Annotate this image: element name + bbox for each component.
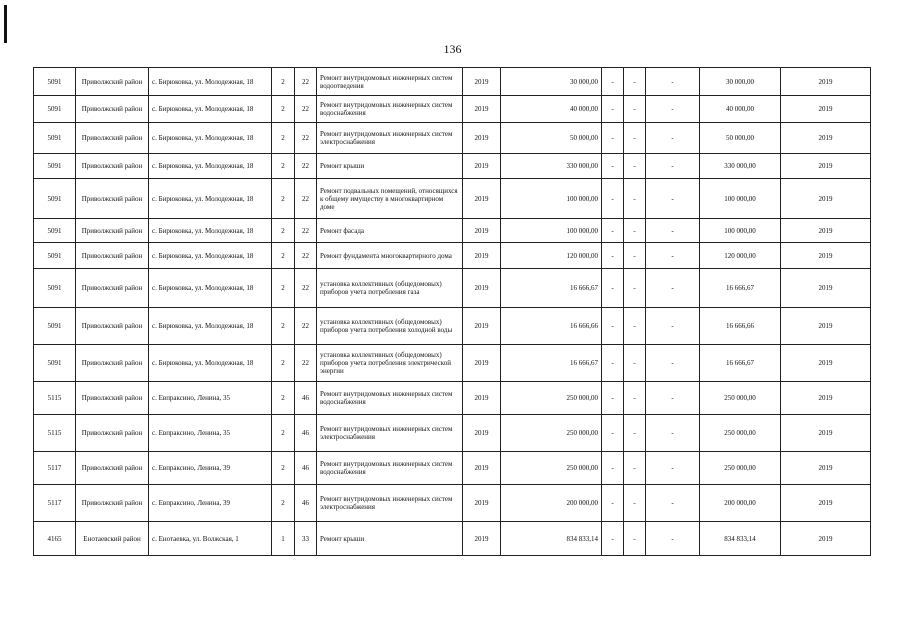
dash-cell: - (646, 123, 700, 154)
dash-cell: - (602, 345, 624, 382)
cost-amount: 120 000,00 (501, 243, 602, 269)
dash-cell: - (602, 68, 624, 96)
dash-cell: - (646, 485, 700, 522)
dash-cell: - (602, 382, 624, 415)
dash-cell: - (624, 179, 646, 219)
work-type: Ремонт внутридомовых инженерных систем водоснабжения (317, 382, 463, 415)
year: 2019 (463, 308, 501, 345)
value-b: 22 (295, 269, 317, 308)
table-row (34, 154, 871, 179)
district-name: Приволжский район (76, 308, 149, 345)
work-type: Ремонт внутридомовых инженерных систем водоотведения (317, 68, 463, 96)
year: 2019 (463, 123, 501, 154)
table-body (34, 68, 871, 556)
scan-edge-mark (4, 5, 7, 43)
dash-cell: - (624, 68, 646, 96)
table-row (34, 485, 871, 522)
table-row (34, 452, 871, 485)
record-code: 5091 (34, 123, 76, 154)
work-type: Ремонт внутридомовых инженерных систем водоснабжения (317, 96, 463, 123)
year: 2019 (463, 96, 501, 123)
total-amount: 250 000,00 (700, 415, 781, 452)
value-b: 33 (295, 522, 317, 556)
completion-year: 2019 (781, 345, 871, 382)
cost-amount: 16 666,67 (501, 269, 602, 308)
dash-cell: - (624, 308, 646, 345)
address: с. Бирюковка, ул. Молодежная, 18 (149, 68, 272, 96)
cost-amount: 16 666,66 (501, 308, 602, 345)
value-a: 2 (272, 415, 295, 452)
district-name: Приволжский район (76, 123, 149, 154)
address: с. Бирюковка, ул. Молодежная, 18 (149, 308, 272, 345)
record-code: 4165 (34, 522, 76, 556)
year: 2019 (463, 154, 501, 179)
completion-year: 2019 (781, 123, 871, 154)
value-a: 2 (272, 219, 295, 243)
dash-cell: - (624, 269, 646, 308)
address: с. Бирюковка, ул. Молодежная, 18 (149, 179, 272, 219)
year: 2019 (463, 68, 501, 96)
district-name: Енотаевский район (76, 522, 149, 556)
cost-amount: 330 000,00 (501, 154, 602, 179)
address: с. Бирюковка, ул. Молодежная, 18 (149, 345, 272, 382)
dash-cell: - (602, 243, 624, 269)
dash-cell: - (624, 123, 646, 154)
value-a: 2 (272, 452, 295, 485)
total-amount: 40 000,00 (700, 96, 781, 123)
address: с. Евпраксино, Ленина, 35 (149, 415, 272, 452)
completion-year: 2019 (781, 154, 871, 179)
record-code: 5091 (34, 179, 76, 219)
completion-year: 2019 (781, 522, 871, 556)
total-amount: 16 666,67 (700, 345, 781, 382)
dash-cell: - (602, 522, 624, 556)
work-type: Ремонт внутридомовых инженерных систем электроснабжения (317, 485, 463, 522)
district-name: Приволжский район (76, 345, 149, 382)
year: 2019 (463, 415, 501, 452)
dash-cell: - (646, 452, 700, 485)
dash-cell: - (646, 68, 700, 96)
value-b: 22 (295, 243, 317, 269)
address: с. Бирюковка, ул. Молодежная, 18 (149, 123, 272, 154)
total-amount: 100 000,00 (700, 219, 781, 243)
total-amount: 30 000,00 (700, 68, 781, 96)
dash-cell: - (602, 269, 624, 308)
district-name: Приволжский район (76, 269, 149, 308)
work-type: Ремонт внутридомовых инженерных систем электроснабжения (317, 123, 463, 154)
cost-amount: 30 000,00 (501, 68, 602, 96)
year: 2019 (463, 219, 501, 243)
year: 2019 (463, 243, 501, 269)
total-amount: 834 833,14 (700, 522, 781, 556)
work-type: установка коллективных (общедомовых) приборов учета потребления холодной воды (317, 308, 463, 345)
completion-year: 2019 (781, 96, 871, 123)
record-code: 5091 (34, 269, 76, 308)
cost-amount: 250 000,00 (501, 415, 602, 452)
record-code: 5091 (34, 154, 76, 179)
value-b: 22 (295, 154, 317, 179)
district-name: Приволжский район (76, 68, 149, 96)
address: с. Бирюковка, ул. Молодежная, 18 (149, 96, 272, 123)
dash-cell: - (624, 345, 646, 382)
work-type: Ремонт фасада (317, 219, 463, 243)
value-a: 2 (272, 96, 295, 123)
table-row (34, 415, 871, 452)
cost-amount: 100 000,00 (501, 219, 602, 243)
address: с. Евпраксино, Ленина, 35 (149, 382, 272, 415)
value-b: 22 (295, 68, 317, 96)
dash-cell: - (624, 415, 646, 452)
dash-cell: - (602, 154, 624, 179)
dash-cell: - (602, 96, 624, 123)
record-code: 5091 (34, 68, 76, 96)
value-b: 22 (295, 123, 317, 154)
cost-amount: 16 666,67 (501, 345, 602, 382)
work-type: Ремонт подвальных помещений, относящихся к общему имуществу в многоквартирном доме (317, 179, 463, 219)
value-a: 2 (272, 243, 295, 269)
dash-cell: - (624, 243, 646, 269)
table-row (34, 179, 871, 219)
dash-cell: - (624, 219, 646, 243)
dash-cell: - (646, 269, 700, 308)
district-name: Приволжский район (76, 219, 149, 243)
total-amount: 120 000,00 (700, 243, 781, 269)
record-code: 5091 (34, 345, 76, 382)
value-a: 2 (272, 123, 295, 154)
value-b: 22 (295, 308, 317, 345)
year: 2019 (463, 382, 501, 415)
value-b: 22 (295, 345, 317, 382)
value-b: 22 (295, 96, 317, 123)
completion-year: 2019 (781, 308, 871, 345)
dash-cell: - (624, 522, 646, 556)
district-name: Приволжский район (76, 154, 149, 179)
completion-year: 2019 (781, 415, 871, 452)
dash-cell: - (646, 96, 700, 123)
table-row (34, 123, 871, 154)
value-a: 2 (272, 382, 295, 415)
value-a: 2 (272, 179, 295, 219)
value-b: 46 (295, 452, 317, 485)
cost-amount: 200 000,00 (501, 485, 602, 522)
dash-cell: - (624, 382, 646, 415)
dash-cell: - (602, 219, 624, 243)
value-a: 2 (272, 154, 295, 179)
year: 2019 (463, 345, 501, 382)
year: 2019 (463, 522, 501, 556)
table-row (34, 243, 871, 269)
address: с. Бирюковка, ул. Молодежная, 18 (149, 269, 272, 308)
cost-amount: 250 000,00 (501, 382, 602, 415)
work-type: Ремонт крыши (317, 154, 463, 179)
cost-amount: 100 000,00 (501, 179, 602, 219)
value-b: 46 (295, 382, 317, 415)
address: с. Евпраксино, Ленина, 39 (149, 485, 272, 522)
district-name: Приволжский район (76, 415, 149, 452)
value-a: 2 (272, 345, 295, 382)
address: с. Евпраксино, Ленина, 39 (149, 452, 272, 485)
value-a: 2 (272, 308, 295, 345)
record-code: 5091 (34, 219, 76, 243)
dash-cell: - (646, 308, 700, 345)
completion-year: 2019 (781, 382, 871, 415)
district-name: Приволжский район (76, 243, 149, 269)
record-code: 5117 (34, 485, 76, 522)
total-amount: 16 666,67 (700, 269, 781, 308)
dash-cell: - (602, 485, 624, 522)
record-code: 5091 (34, 96, 76, 123)
total-amount: 250 000,00 (700, 452, 781, 485)
dash-cell: - (602, 308, 624, 345)
year: 2019 (463, 269, 501, 308)
dash-cell: - (646, 219, 700, 243)
dash-cell: - (602, 452, 624, 485)
value-a: 2 (272, 485, 295, 522)
dash-cell: - (646, 382, 700, 415)
dash-cell: - (602, 179, 624, 219)
completion-year: 2019 (781, 68, 871, 96)
dash-cell: - (646, 522, 700, 556)
completion-year: 2019 (781, 485, 871, 522)
dash-cell: - (646, 415, 700, 452)
completion-year: 2019 (781, 452, 871, 485)
value-b: 22 (295, 179, 317, 219)
address: с. Бирюковка, ул. Молодежная, 18 (149, 219, 272, 243)
table-row (34, 269, 871, 308)
dash-cell: - (646, 179, 700, 219)
district-name: Приволжский район (76, 485, 149, 522)
cost-amount: 40 000,00 (501, 96, 602, 123)
value-a: 2 (272, 269, 295, 308)
year: 2019 (463, 179, 501, 219)
work-type: установка коллективных (общедомовых) приборов учета потребления газа (317, 269, 463, 308)
table-row (34, 345, 871, 382)
year: 2019 (463, 452, 501, 485)
year: 2019 (463, 485, 501, 522)
address: с. Бирюковка, ул. Молодежная, 18 (149, 154, 272, 179)
total-amount: 250 000,00 (700, 382, 781, 415)
address: с. Бирюковка, ул. Молодежная, 18 (149, 243, 272, 269)
table-row (34, 522, 871, 556)
dash-cell: - (624, 154, 646, 179)
dash-cell: - (646, 345, 700, 382)
page-number: 136 (443, 42, 462, 56)
cost-amount: 50 000,00 (501, 123, 602, 154)
cost-amount: 250 000,00 (501, 452, 602, 485)
work-type: Ремонт крыши (317, 522, 463, 556)
repair-program-table (33, 67, 871, 556)
value-b: 22 (295, 219, 317, 243)
record-code: 5115 (34, 415, 76, 452)
dash-cell: - (646, 243, 700, 269)
cost-amount: 834 833,14 (501, 522, 602, 556)
table-row (34, 68, 871, 96)
value-a: 2 (272, 68, 295, 96)
work-type: Ремонт внутридомовых инженерных систем электроснабжения (317, 415, 463, 452)
work-type: Ремонт фундамента многоквартирного дома (317, 243, 463, 269)
work-type: Ремонт внутридомовых инженерных систем водоснабжения (317, 452, 463, 485)
record-code: 5117 (34, 452, 76, 485)
total-amount: 50 000,00 (700, 123, 781, 154)
work-type: установка коллективных (общедомовых) приборов учета потребления электрической энергии (317, 345, 463, 382)
value-b: 46 (295, 415, 317, 452)
table-row (34, 96, 871, 123)
completion-year: 2019 (781, 179, 871, 219)
total-amount: 200 000,00 (700, 485, 781, 522)
dash-cell: - (624, 452, 646, 485)
dash-cell: - (602, 123, 624, 154)
dash-cell: - (624, 96, 646, 123)
district-name: Приволжский район (76, 179, 149, 219)
dash-cell: - (646, 154, 700, 179)
total-amount: 330 000,00 (700, 154, 781, 179)
completion-year: 2019 (781, 219, 871, 243)
total-amount: 16 666,66 (700, 308, 781, 345)
dash-cell: - (602, 415, 624, 452)
record-code: 5091 (34, 243, 76, 269)
district-name: Приволжский район (76, 96, 149, 123)
record-code: 5091 (34, 308, 76, 345)
value-b: 46 (295, 485, 317, 522)
district-name: Приволжский район (76, 382, 149, 415)
district-name: Приволжский район (76, 452, 149, 485)
total-amount: 100 000,00 (700, 179, 781, 219)
record-code: 5115 (34, 382, 76, 415)
table-row (34, 219, 871, 243)
dash-cell: - (624, 485, 646, 522)
table-row (34, 382, 871, 415)
table-row (34, 308, 871, 345)
completion-year: 2019 (781, 243, 871, 269)
completion-year: 2019 (781, 269, 871, 308)
address: с. Енотаевка, ул. Волжская, 1 (149, 522, 272, 556)
value-a: 1 (272, 522, 295, 556)
